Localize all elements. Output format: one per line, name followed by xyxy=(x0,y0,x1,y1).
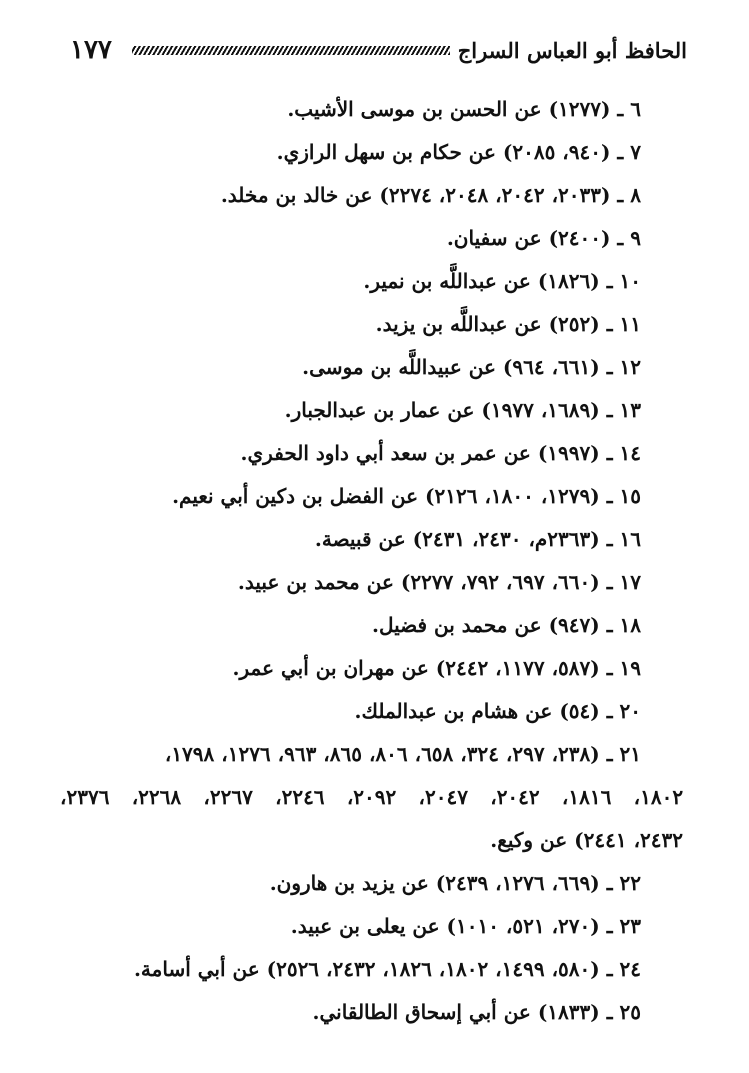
list-item-12: ١٢ ـ (٦٦١، ٩٦٤) عن عبيداللَّه بن موسى. xyxy=(302,355,641,379)
list-item-19: ١٩ ـ (٥٨٧، ١١٧٧، ٢٤٤٢) عن مهران بن أبي عمر. xyxy=(232,656,641,680)
header-rule xyxy=(132,46,450,55)
list-item-21-continued: ١٨٠٢، ١٨١٦، ٢٠٤٢، ٢٠٤٧، ٢٠٩٢، ٢٢٤٦، ٢٢٦٧، ٢٢٦٨، ٢٣٧٦، xyxy=(60,785,683,809)
list-item-14: ١٤ ـ (١٩٩٧) عن عمر بن سعد أبي داود الحفري. xyxy=(240,441,641,465)
page-body xyxy=(60,88,683,1034)
list-item-16: ١٦ ـ (٢٣٦٣م، ٢٤٣٠، ٢٤٣١) عن قبيصة. xyxy=(314,527,641,551)
list-item-21-end: ٢٤٣٢، ٢٤٤١) عن وكيع. xyxy=(490,828,683,852)
list-item-11: ١١ ـ (٢٥٢) عن عبداللَّه بن يزيد. xyxy=(375,312,641,336)
list-item-15: ١٥ ـ (١٢٧٩، ١٨٠٠، ٢١٢٦) عن الفضل بن دكين أبي نعيم. xyxy=(172,484,641,508)
running-title: الحافظ أبو العباس السراج xyxy=(457,37,687,63)
list-item-10: ١٠ ـ (١٨٢٦) عن عبداللَّه بن نمير. xyxy=(363,269,641,293)
list-item-9: ٩ ـ (٢٤٠٠) عن سفيان. xyxy=(446,226,641,250)
list-item-17: ١٧ ـ (٦٦٠، ٦٩٧، ٧٩٢، ٢٢٧٧) عن محمد بن عبيد. xyxy=(237,570,641,594)
list-item-23: ٢٣ ـ (٢٧٠، ٥٢١، ١٠١٠) عن يعلى بن عبيد. xyxy=(290,914,641,938)
list-item-20: ٢٠ ـ (٥٤) عن هشام بن عبدالملك. xyxy=(354,699,641,723)
list-item-13: ١٣ ـ (١٦٨٩، ١٩٧٧) عن عمار بن عبدالجبار. xyxy=(284,398,641,422)
list-item-6: ٦ ـ (١٢٧٧) عن الحسن بن موسى الأشيب. xyxy=(287,97,641,121)
list-item-8: ٨ ـ (٢٠٣٣، ٢٠٤٢، ٢٠٤٨، ٢٢٧٤) عن خالد بن مخلد. xyxy=(220,183,641,207)
page-header xyxy=(70,30,687,70)
page-number: ١٧٧ xyxy=(70,35,112,65)
list-item-24: ٢٤ ـ (٥٨٠، ١٤٩٩، ١٨٠٢، ١٨٢٦، ٢٤٣٢، ٢٥٢٦) عن أبي أسامة. xyxy=(133,957,641,981)
list-item-21: ٢١ ـ (٢٣٨، ٢٩٧، ٣٢٤، ٦٥٨، ٨٠٦، ٨٦٥، ٩٦٣، ١٢٧٦، ١٧٩٨، xyxy=(164,742,641,766)
list-item-25: ٢٥ ـ (١٨٣٣) عن أبي إسحاق الطالقاني. xyxy=(312,1000,641,1024)
list-item-22: ٢٢ ـ (٦٦٩، ١٢٧٦، ٢٤٣٩) عن يزيد بن هارون. xyxy=(269,871,641,895)
list-item-18: ١٨ ـ (٩٤٧) عن محمد بن فضيل. xyxy=(372,613,641,637)
list-item-7: ٧ ـ (٩٤٠، ٢٠٨٥) عن حكام بن سهل الرازي. xyxy=(276,140,641,164)
